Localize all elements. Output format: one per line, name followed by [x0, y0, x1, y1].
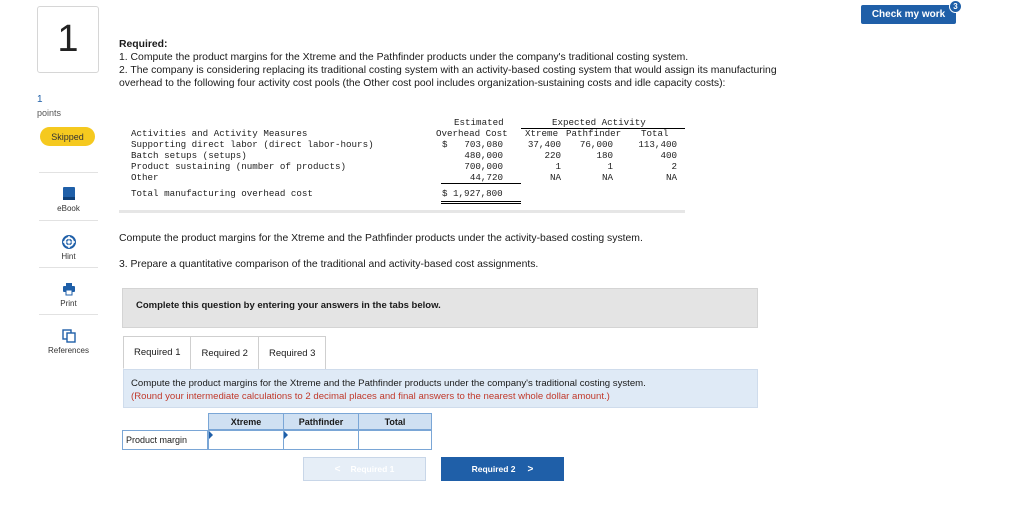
prev-required-button[interactable]	[303, 457, 426, 481]
header-xtreme: Xtreme	[525, 128, 559, 139]
print-label: Print	[60, 299, 77, 308]
chevron-right-icon: >	[527, 463, 534, 475]
task-rounding-note: (Round your intermediate calculations to 2 decimal places and final answers to the nearest whole dollar amount.)	[131, 391, 610, 402]
print-button[interactable]	[39, 267, 98, 311]
requirement-1: 1. Compute the product margins for the Xtreme and the Pathfinder products under the company's traditional costing system.	[119, 52, 689, 63]
activity-cost-table	[119, 117, 685, 214]
requirement-2: 2. The company is considering replacing its traditional costing system with an activity-based costing system that would assign its manufacturing overhead to the following four activity cost pools (the Other cost pool includes organization-sustaining costs and idle capacity costs):	[119, 65, 777, 89]
points-value: 1	[37, 94, 43, 105]
col-header-total: Total	[358, 413, 432, 430]
question-number: 1	[37, 6, 99, 73]
col-header-xtreme: Xtreme	[208, 413, 284, 430]
ebook-button[interactable]	[39, 172, 98, 216]
total-value: $ 1,927,800	[442, 188, 503, 199]
row-label-product-margin: Product margin	[122, 430, 208, 450]
task-line-1: Compute the product margins for the Xtreme and the Pathfinder products under the company's traditional costing system.	[131, 378, 646, 389]
tab-required-1[interactable]: Required 1	[123, 336, 191, 369]
requirement-3: 3. Prepare a quantitative comparison of the traditional and activity-based cost assignments.	[119, 259, 539, 270]
question-text	[119, 38, 819, 90]
header-overhead-cost: Overhead Cost	[436, 128, 508, 139]
hint-button[interactable]	[39, 220, 98, 264]
printer-icon	[62, 282, 76, 296]
row-total: 400	[660, 150, 677, 161]
check-count-badge: 3	[949, 0, 962, 13]
instructions-banner	[122, 288, 758, 328]
row-label: Other	[131, 172, 159, 183]
total-label: Total manufacturing overhead cost	[131, 188, 313, 199]
header-pathfinder: Pathfinder	[566, 128, 622, 139]
row-xtreme: 220	[544, 150, 561, 161]
check-my-work-label: Check my work	[871, 9, 946, 20]
chevron-left-icon: <	[334, 463, 341, 475]
check-my-work-button[interactable]	[861, 5, 956, 24]
references-button[interactable]	[39, 314, 98, 358]
row-xtreme: NA	[549, 172, 561, 183]
table-divider	[119, 210, 685, 213]
references-label: References	[48, 346, 89, 355]
header-expected-activity: Expected Activity	[552, 117, 646, 128]
total-margin-cell	[358, 430, 432, 450]
next-label: Required 2	[471, 464, 516, 474]
instructions-text: Complete this question by entering your answers in the tabs below.	[136, 300, 441, 311]
row-xtreme: 1	[555, 161, 561, 172]
row-label: Product sustaining (number of products)	[131, 161, 347, 172]
tab-required-2[interactable]: Required 2	[190, 336, 258, 369]
row-label: Supporting direct labor (direct labor-hours)	[131, 139, 374, 150]
compute-abc-text: Compute the product margins for the Xtreme and the Pathfinder products under the activity-based costing system.	[119, 233, 643, 244]
row-total: 2	[671, 161, 677, 172]
ebook-label: eBook	[57, 204, 80, 213]
prev-label: Required 1	[350, 464, 395, 474]
required-heading: Required:	[119, 39, 168, 50]
xtreme-margin-input[interactable]	[208, 430, 284, 450]
copy-icon	[62, 329, 76, 343]
dollar-sign: $	[442, 139, 448, 150]
tab-required-3[interactable]: Required 3	[258, 336, 326, 369]
row-cost: 703,080	[464, 139, 503, 150]
row-xtreme: 37,400	[527, 139, 561, 150]
book-icon	[62, 186, 76, 201]
points-label: points	[37, 108, 62, 118]
col-header-pathfinder: Pathfinder	[283, 413, 359, 430]
header-total: Total	[641, 128, 669, 139]
task-instruction-box	[123, 369, 758, 408]
row-total: NA	[665, 172, 677, 183]
lifebuoy-icon	[62, 235, 76, 249]
header-activities: Activities and Activity Measures	[131, 128, 308, 139]
header-estimated: Estimated	[454, 117, 504, 128]
row-pathfinder: 1	[607, 161, 613, 172]
row-cost: 480,000	[464, 150, 503, 161]
row-pathfinder: 180	[596, 150, 613, 161]
hint-label: Hint	[61, 252, 76, 261]
row-label: Batch setups (setups)	[131, 150, 247, 161]
status-badge: Skipped	[40, 127, 95, 146]
row-cost: 44,720	[469, 172, 503, 183]
row-total: 113,400	[638, 139, 677, 150]
row-pathfinder: 76,000	[579, 139, 613, 150]
requirement-tabs	[123, 336, 325, 369]
next-required-button[interactable]	[441, 457, 564, 481]
row-cost: 700,000	[464, 161, 503, 172]
row-pathfinder: NA	[601, 172, 613, 183]
pathfinder-margin-input[interactable]	[283, 430, 359, 450]
